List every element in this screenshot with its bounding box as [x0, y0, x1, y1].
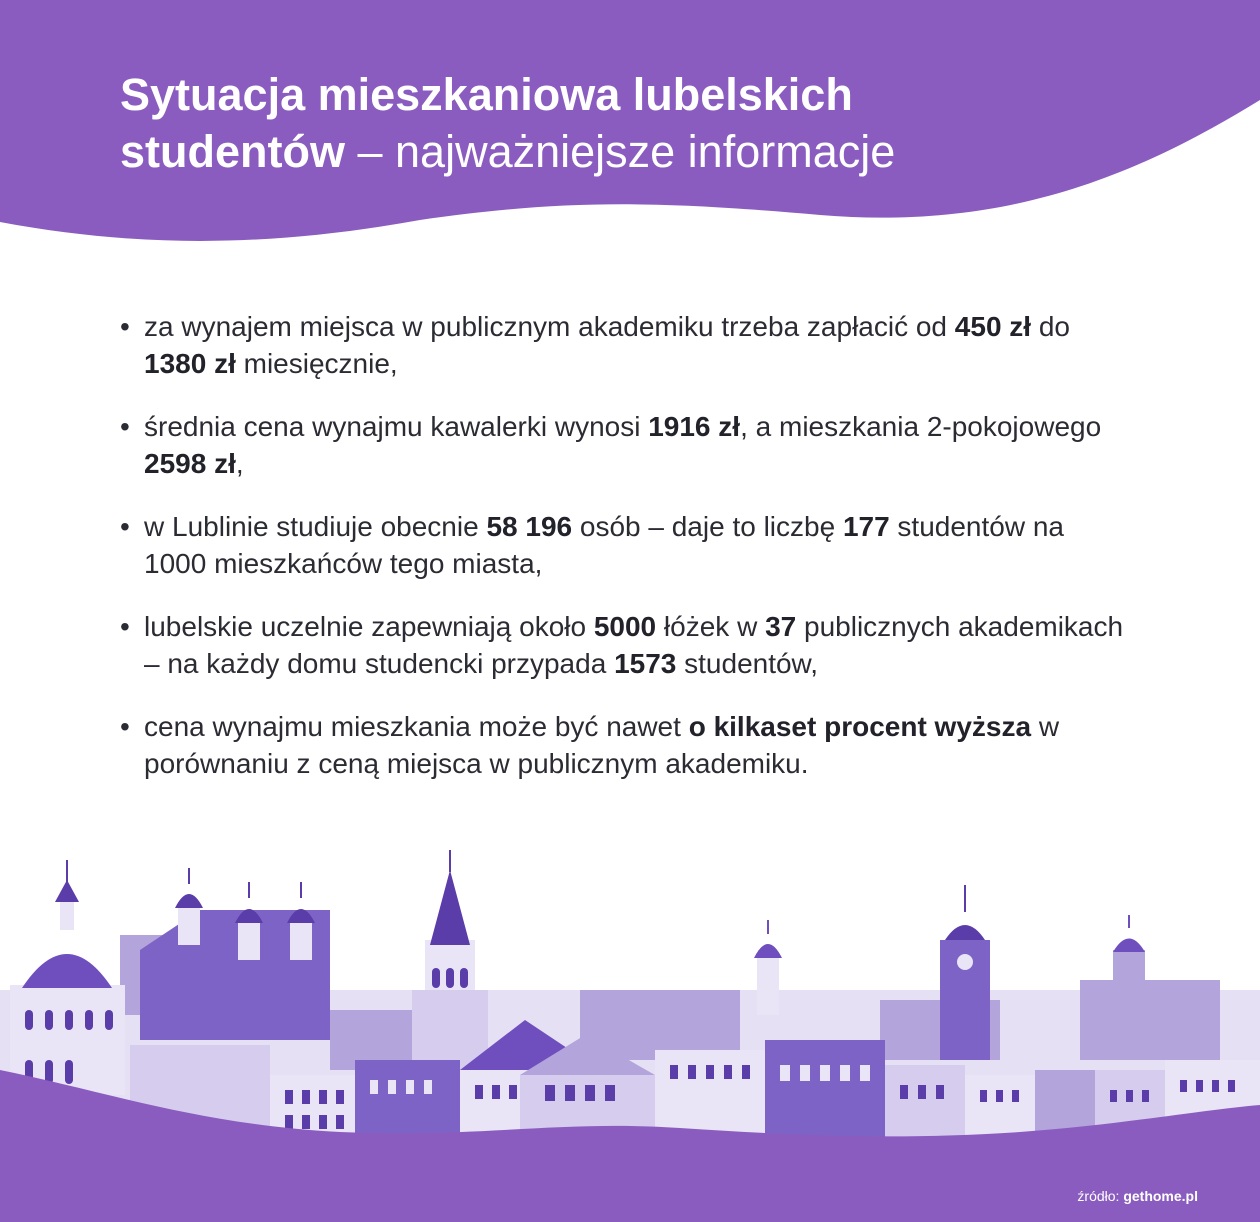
page-title [120, 66, 1120, 180]
bullet-text: łóżek w [656, 611, 766, 642]
bullet-text: w Lublinie studiuje obecnie [144, 511, 487, 542]
header-banner [0, 0, 1260, 260]
bullet-text: , [235, 448, 244, 479]
source-credit [1077, 1188, 1198, 1204]
bullet-text: lubelskie uczelnie zapewniają około [144, 611, 594, 642]
bullet-highlight: 37 [765, 611, 797, 642]
trinitarian-tower [412, 850, 488, 1070]
bullet-text: , a mieszkania 2-pokojowego [740, 411, 1102, 442]
bullet-highlight: 177 [842, 511, 890, 542]
bullet-highlight: 1916 zł [648, 411, 741, 442]
title-rest: – najważniejsze informacje [344, 126, 896, 177]
bullet-text: studentów na 1000 mieszkańców tego miasta, [144, 511, 1064, 579]
bullet-text: publicznych akademikach – na każdy domu studencki przypada [144, 611, 1124, 679]
list-item [120, 508, 1130, 582]
bullet-text: za wynajem miejsca w publicznym akademiku trzeba zapłacić od [144, 311, 955, 342]
source-value: gethome.pl [1123, 1188, 1198, 1204]
bullet-text: średnia cena wynajmu kawalerki wynosi [144, 411, 649, 442]
bullet-highlight: 1380 zł [144, 348, 236, 379]
bullet-text: osób – daje to liczbę [572, 511, 843, 542]
bullet-highlight: o kilkaset procent wyższa [688, 711, 1032, 742]
info-list [120, 308, 1130, 808]
bullet-highlight: 58 196 [486, 511, 573, 542]
bullet-highlight: 1573 [614, 648, 677, 679]
title-bold-line1: Sytuacja mieszkaniowa lubelskich [120, 69, 853, 120]
bullet-text: miesięcznie, [235, 348, 398, 379]
bullet-text: cena wynajmu mieszkania może być nawet [144, 711, 689, 742]
bullet-highlight: 450 zł [954, 311, 1032, 342]
list-item [120, 708, 1130, 782]
bullet-text: w porównaniu z ceną miejsca w publicznym akademiku. [144, 711, 1060, 779]
list-item [120, 408, 1130, 482]
bullet-text: do [1031, 311, 1071, 342]
source-label: źródło: [1077, 1188, 1120, 1204]
list-item [120, 608, 1130, 682]
cathedral-towers [140, 868, 330, 1040]
bullet-highlight: 2598 zł [144, 448, 236, 479]
bullet-highlight: 5000 [593, 611, 657, 642]
list-item [120, 308, 1130, 382]
title-bold-line2: studentów [120, 126, 345, 177]
lublin-skyline-illustration [0, 840, 1260, 1222]
bullet-text: studentów, [676, 648, 819, 679]
church-dome-building [10, 860, 125, 1095]
